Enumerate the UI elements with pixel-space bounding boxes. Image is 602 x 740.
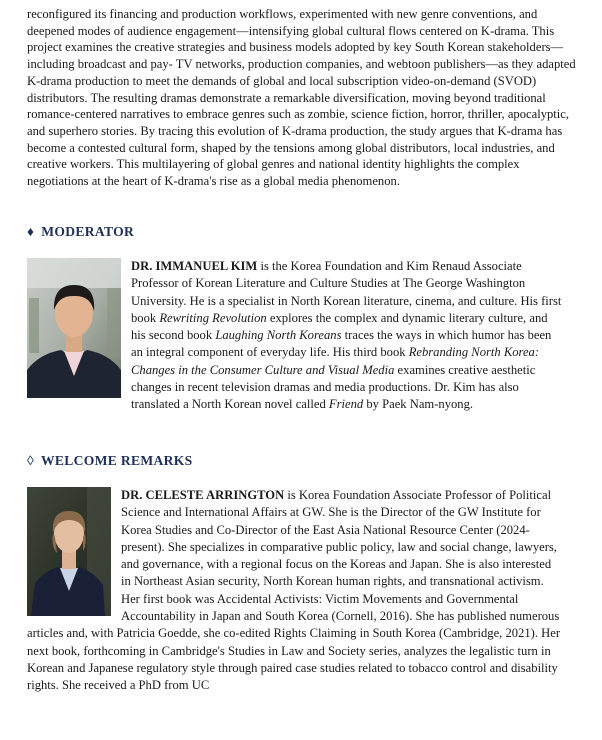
intro-paragraph: reconfigured its financing and production workflows, experimented with new genre conventions, and deepened modes of audience engagement—intensifying global cultural flows centered on K-drama. This project examines the creative strategies and business models adopted by key South Korean stakeholders—including broadcast and pay- TV networks, production companies, and webtoon publishers—as they adapted K-drama production to meet the demands of global and local subscription video-on-demand (SVOD) distributors. The resulting dramas demonstrate a remarkable diversification, moving beyond traditional romance-centered narratives to embrace genres such as zombie, science fiction, horror, thriller, apocalyptic, and superhero stories. By tracing this evolution of K-drama production, the study argues that K-drama has become a contested cultural form, shaped by the tensions among global distributors, local industries, and creative workers. This multilayering of global genres and national identity highlights the complex negotiations at the heart of K-drama's rise as a global media phenomenon.	[27, 7, 576, 189]
welcome-bio-text: is Korea Foundation Associate Professor of Political Science and International Affairs at GW. She is the Director of the GW Institute for Korea Studies and Co-Director of the East Asia National Resource Center (2024-present). She specializes in comparative public policy, law and social change, lawyers, and governance, with a regional focus on the Koreas and Japan. She is also interested in Northeast Asian security, North Korean human rights, and transnational activism. Her first book was Accidental Activists: Victim Movements and Governmental Accountability in Japan and South Korea (Cornell, 2016). She has published numerous articles and, with Patricia Goedde, she co-edited Rights Claiming in South Korea (Cambridge, 2021). Her next book, forthcoming in Cambridge's Studies in Law and Society series, analyzes the legalistic turn in Korean and Japanese regulatory style through paired case studies related to tobacco control and disability rights. She received a PhD from UC	[27, 488, 561, 693]
moderator-bio	[27, 258, 563, 414]
moderator-bio-text-3: traces the ways in which humor has been an integral component of everyday life. His third book	[131, 328, 552, 360]
moderator-photo	[27, 258, 121, 398]
moderator-name: DR. IMMANUEL KIM	[131, 259, 258, 273]
moderator-bio-text-4: examines creative aesthetic changes in recent television dramas and media productions. Dr. Kim has also translated a North Korean novel called	[131, 362, 536, 412]
moderator-heading	[27, 224, 134, 240]
diamond-outline-icon: ◊	[27, 453, 35, 468]
welcome-heading-text: WELCOME REMARKS	[41, 453, 193, 468]
moderator-bio-text-1: is the Korea Foundation and Kim Renaud Associate Professor of Korean Literature and Culture Studies at The George Washington University. He is a specialist in North Korean literature, cinema, and culture. His first book	[131, 259, 562, 325]
moderator-bio-text-5: by Paek Nam-nyong.	[363, 397, 474, 412]
welcome-heading	[27, 453, 192, 469]
welcome-bio	[27, 487, 563, 695]
welcome-photo	[27, 487, 111, 616]
moderator-book-1: Rewriting Revolution	[159, 310, 267, 325]
moderator-book-3: Rebranding North Korea: Changes in the Consumer Culture and Visual Media	[131, 345, 540, 377]
diamond-filled-icon: ♦	[27, 224, 35, 239]
welcome-name: DR. CELESTE ARRINGTON	[121, 488, 285, 502]
moderator-heading-text: MODERATOR	[41, 224, 135, 239]
moderator-book-4: Friend	[328, 397, 364, 412]
moderator-bio-text-2: explores the complex and dynamic literary culture, and his second book	[131, 310, 548, 343]
moderator-book-2: Laughing North Koreans	[215, 328, 342, 343]
